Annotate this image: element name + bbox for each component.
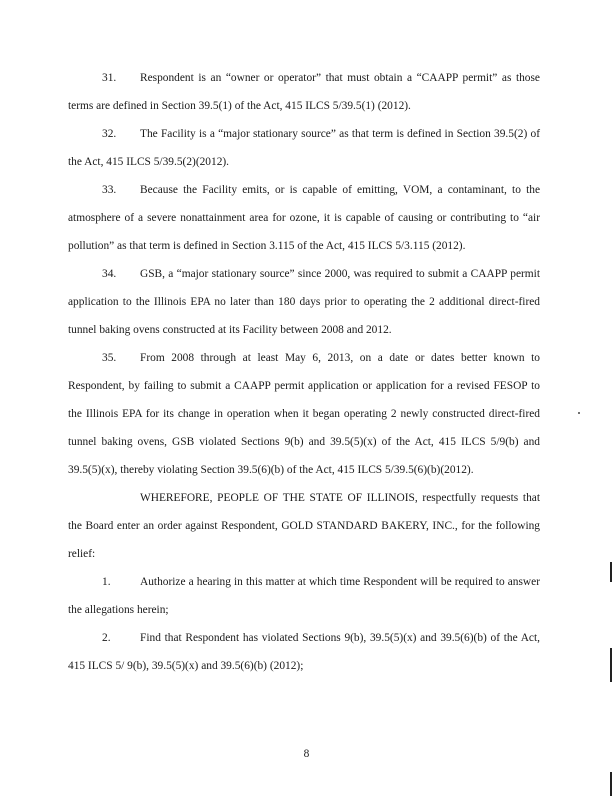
paragraph-35 (68, 344, 540, 484)
paragraph-number: 35. (102, 352, 117, 364)
paragraph-32 (68, 120, 540, 176)
paragraph-33 (68, 176, 540, 260)
scan-speck (578, 412, 580, 414)
paragraph-text: GSB, a “major stationary source” since 2000, was required to submit a CAAPP permit application to the Illinois EPA no later than 180 days prior to operating the 2 additional direct-fired tunnel baking ovens constructed at its Facility between 2008 and 2012. (68, 268, 540, 336)
page-number: 8 (303, 748, 310, 760)
paragraph-number: 33. (102, 184, 117, 196)
paragraph-34 (68, 260, 540, 344)
paragraph-text: From 2008 through at least May 6, 2013, on a date or dates better known to Respondent, by failing to submit a CAAPP permit application or application for a revised FESOP to the Illinois EPA for its change in operation when it began operating 2 newly constructed direct-fired tunnel baking ovens, GSB violated Sections 9(b) and 39.5(5)(x) of the Act, 415 ILCS 5/9(b) and 39.5(5)(x), thereby violating Section 39.5(6)(b) of the Act, 415 ILCS 5/39.5(6)(b)(2012). (68, 352, 540, 476)
margin-mark (610, 648, 612, 682)
wherefore-clause (68, 484, 540, 568)
paragraph-number: 31. (102, 72, 117, 84)
relief-item-1 (68, 568, 540, 624)
document-body (68, 64, 540, 680)
paragraph-text: The Facility is a “major stationary source” as that term is defined in Section 39.5(2) of the Act, 415 ILCS 5/39.5(2)(2012). (68, 128, 540, 168)
relief-number: 2. (102, 632, 111, 644)
paragraph-number: 32. (102, 128, 117, 140)
relief-item-2 (68, 624, 540, 680)
relief-text: Find that Respondent has violated Sections 9(b), 39.5(5)(x) and 39.5(6)(b) of the Act, 415 ILCS 5/ 9(b), 39.5(5)(x) and 39.5(6)(b) (2012); (68, 632, 540, 672)
paragraph-number: 34. (102, 268, 117, 280)
wherefore-text: WHEREFORE, PEOPLE OF THE STATE OF ILLINOIS, respectfully requests that the Board enter an order against Respondent, GOLD STANDARD BAKERY, INC., for the following relief: (68, 492, 540, 560)
relief-text: Authorize a hearing in this matter at which time Respondent will be required to answer the allegations herein; (68, 576, 540, 616)
paragraph-text: Because the Facility emits, or is capable of emitting, VOM, a contaminant, to the atmosphere of a severe nonattainment area for ozone, it is capable of causing or contributing to “air pollution” as that term is defined in Section 3.115 of the Act, 415 ILCS 5/3.115 (2012). (68, 184, 540, 252)
margin-mark (610, 562, 612, 582)
paragraph-31 (68, 64, 540, 120)
paragraph-text: Respondent is an “owner or operator” that must obtain a “CAAPP permit” as those terms are defined in Section 39.5(1) of the Act, 415 ILCS 5/39.5(1) (2012). (68, 72, 540, 112)
relief-number: 1. (102, 576, 111, 588)
margin-mark (610, 772, 612, 796)
